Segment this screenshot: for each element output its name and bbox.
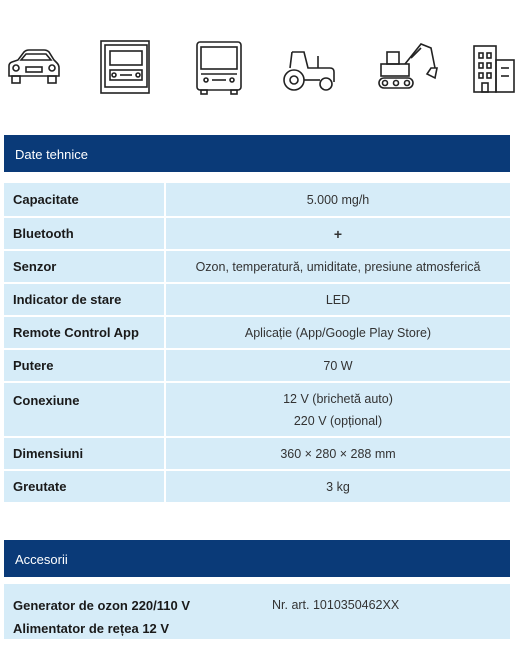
row-value-line: 220 V (opțional) <box>293 413 383 428</box>
row-value: Ozon, temperatură, umiditate, presiune atmosferică <box>195 259 481 274</box>
row-value: + <box>333 225 343 242</box>
table-row <box>4 350 510 383</box>
row-label: Bluetooth <box>4 218 166 249</box>
accessories-header: Accesorii <box>4 540 510 577</box>
table-row <box>4 438 510 471</box>
car-icon <box>4 38 62 96</box>
row-label: Capacitate <box>4 183 166 216</box>
table-row <box>4 383 510 438</box>
row-value-line: 12 V (brichetă auto) <box>283 391 393 406</box>
building-icon <box>470 38 526 96</box>
row-label: Greutate <box>4 471 166 502</box>
row-label: Dimensiuni <box>4 438 166 469</box>
row-label: Senzor <box>4 251 166 282</box>
accessories-box <box>4 584 510 639</box>
table-row <box>4 317 510 350</box>
accessory-item: Generator de ozon 220/110 V <box>13 598 191 613</box>
truck-icon <box>98 38 156 96</box>
table-row <box>4 251 510 284</box>
table-row <box>4 284 510 317</box>
table-row <box>4 183 510 218</box>
row-value: LED <box>325 292 351 307</box>
row-label: Putere <box>4 350 166 381</box>
table-row <box>4 218 510 251</box>
application-icons-row <box>0 38 526 96</box>
row-value <box>166 383 510 436</box>
bus-icon <box>193 38 251 96</box>
row-label: Remote Control App <box>4 317 166 348</box>
row-value: 5.000 mg/h <box>306 192 370 207</box>
accessories-list <box>13 594 190 640</box>
excavator-icon <box>375 38 439 96</box>
accessory-item: Alimentator de rețea 12 V <box>13 621 170 636</box>
tech-data-table <box>4 183 510 504</box>
row-label: Indicator de stare <box>4 284 166 315</box>
row-value: 360 × 280 × 288 mm <box>280 446 396 461</box>
tech-data-header: Date tehnice <box>4 135 510 172</box>
table-row <box>4 471 510 504</box>
tractor-icon <box>278 38 340 96</box>
row-value: 70 W <box>323 358 353 373</box>
row-label: Conexiune <box>4 383 166 436</box>
row-value: 3 kg <box>326 479 350 494</box>
article-number: Nr. art. 1010350462XX <box>272 598 400 612</box>
row-value: Aplicație (App/Google Play Store) <box>244 325 432 340</box>
